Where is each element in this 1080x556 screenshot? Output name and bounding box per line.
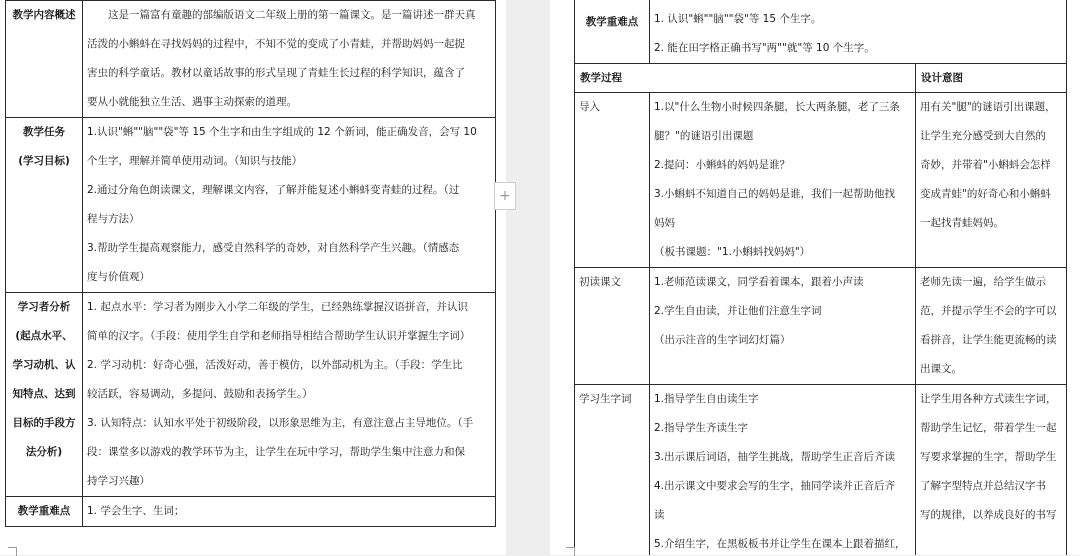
content-line: 要从小就能独立生活、遇事主动探索的道理。 — [87, 96, 297, 108]
step-intent-line: 出课文。 — [920, 363, 962, 375]
step-name: 学习生字词 — [579, 393, 632, 405]
row-content-cell — [83, 118, 496, 293]
step-intent-line: 写要求掌握的生字，帮助学生 — [920, 451, 1057, 463]
row-heading-cell — [6, 118, 83, 293]
row-heading-text: 教学重难点 — [17, 505, 71, 517]
step-activity-line: （出示注音的生字词幻灯篇） — [654, 334, 791, 346]
difficulty-line: 1. 认识"蝌""脑""袋"等 15 个生字。 — [654, 13, 822, 25]
left-table-row — [6, 293, 496, 497]
step-intent-line: 让学生充分感受到大自然的 — [920, 130, 1046, 142]
left-table-row — [6, 118, 496, 293]
step-name: 导入 — [579, 101, 600, 113]
left-table-row — [6, 497, 496, 527]
process-step-row — [575, 268, 1067, 385]
content-line: 1. 起点水平：学习者为刚步入小学二年级的学生，已经熟练掌握汉语拼音，并认识 — [87, 301, 468, 313]
content-line: 程与方法） — [87, 213, 140, 225]
content-line: 持学习兴趣） — [87, 475, 150, 487]
content-line: 这是一篇富有童趣的部编版语文二年级上册的第一篇课文。是一篇讲述一群天真 — [108, 9, 476, 21]
step-activity-line: 读 — [654, 509, 665, 521]
content-line: 个生字，理解并简单使用动词。（知识与技能） — [87, 155, 303, 167]
step-activity-line: 腿？"的谜语引出课题 — [654, 130, 754, 142]
step-activity-line: 5.介绍生字，在黑板板书并让学生在课本上跟着描红， — [654, 538, 906, 550]
content-line: 害虫的科学童话。教材以童话故事的形式呈现了青蛙生长过程的科学知识，蕴含了 — [87, 67, 465, 79]
step-activity-line: 4.出示课文中要求会写的生字，抽同学读并正音后齐 — [654, 480, 896, 492]
difficulty-row — [575, 0, 1067, 64]
process-heading: 教学过程 — [580, 72, 622, 84]
process-step-row — [575, 385, 1067, 556]
step-activity-line: （板书课题："1.小蝌蚪找妈妈"） — [654, 246, 811, 258]
step-intent-line: 写的规律，以养成良好的书写 — [920, 509, 1057, 521]
content-line: 简单的汉字。（手段：使用学生自学和老师指导相结合帮助学生认识并掌握生字词） — [87, 330, 471, 342]
step-intent-line: 变成青蛙"的好奇心和小蝌蚪 — [920, 188, 1051, 200]
row-heading-text: 目标的手段方 — [12, 417, 76, 429]
row-heading-cell — [6, 497, 83, 527]
step-name: 初读课文 — [579, 276, 621, 288]
difficulty-line: 2. 能在田字格正确书写"两""就"等 10 个生字。 — [654, 42, 875, 54]
intent-heading: 设计意图 — [921, 72, 963, 84]
step-intent-line: 让学生用各种方式读生字词， — [920, 393, 1057, 405]
row-heading-text: (起点水平、 — [15, 330, 73, 342]
step-name-cell — [575, 385, 650, 556]
row-heading-text: (学习目标) — [18, 155, 70, 167]
lesson-plan-table-left — [5, 0, 496, 527]
row-heading-text: 法分析) — [25, 446, 63, 458]
row-heading-cell — [6, 1, 83, 118]
step-activity-line: 1.以"什么生物小时候四条腿，长大两条腿，老了三条 — [654, 101, 900, 113]
step-activity-line: 3.小蝌蚪不知道自己的妈妈是谁，我们一起帮助他找 — [654, 188, 896, 200]
content-line: 较活跃，容易调动，多提问、鼓励和表扬学生。） — [87, 388, 313, 400]
step-intent-line: 老师先读一遍，给学生做示 — [920, 276, 1046, 288]
step-activity-cell — [650, 385, 916, 556]
step-activity-cell — [650, 93, 916, 268]
content-line: 1.认识"蝌""脑""袋"等 15 个生字和由生字组成的 12 个新词，能正确发音，会写 10 — [87, 126, 477, 138]
step-intent-line: 一起找青蛙妈妈。 — [920, 217, 1004, 229]
step-intent-line: 帮助学生记忆，带着学生一起 — [920, 422, 1057, 434]
row-content-cell — [83, 293, 496, 497]
step-intent-line: 了解字型特点并总结汉字书 — [920, 480, 1046, 492]
step-intent-line: 范，并提示学生不会的字可以 — [920, 305, 1057, 317]
step-intent-cell — [916, 385, 1067, 556]
content-line: 3. 认知特点：认知水平处于初级阶段，以形象思维为主，有意注意占主导地位。（手 — [87, 417, 474, 429]
add-page-button[interactable]: + — [494, 182, 516, 210]
step-intent-cell — [916, 268, 1067, 385]
content-line: 段：课堂多以游戏的教学环节为主，让学生在玩中学习，帮助学生集中注意力和保 — [87, 446, 465, 458]
step-activity-line: 1.老师范读课文，同学看着课本，跟着小声读 — [654, 276, 864, 288]
step-name-cell — [575, 268, 650, 385]
step-intent-line: 奇妙，并带着"小蝌蚪会怎样 — [920, 159, 1051, 171]
step-activity-line: 2.学生自由读，并让他们注意生字词 — [654, 305, 822, 317]
row-heading-text: 学习者分析 — [17, 301, 71, 313]
content-line: 1. 学会生字、生词； — [87, 505, 185, 517]
left-table-row — [6, 1, 496, 118]
step-activity-line: 2.指导学生齐读生字 — [654, 422, 749, 434]
content-line: 活泼的小蝌蚪在寻找妈妈的过程中，不知不觉的变成了小青蛙，并帮助妈妈一起捉 — [87, 38, 465, 50]
row-heading-cell — [6, 293, 83, 497]
difficulty-heading: 教学重难点 — [585, 16, 639, 28]
content-line: 2. 学习动机：好奇心强，活泼好动，善于模仿，以外部动机为主。（手段：学生比 — [87, 359, 463, 371]
row-heading-text: 知特点、达到 — [12, 388, 76, 400]
step-activity-line: 1.指导学生自由读生字 — [654, 393, 759, 405]
step-intent-cell — [916, 93, 1067, 268]
row-content-cell — [83, 497, 496, 527]
left-page — [0, 0, 506, 555]
step-activity-line: 3.出示课后词语，抽学生挑战，帮助学生正音后齐读 — [654, 451, 896, 463]
row-heading-text: 教学任务 — [23, 126, 65, 138]
content-line: 2.通过分角色朗读课文，理解课文内容，了解并能复述小蝌蚪变青蛙的过程。（过 — [87, 184, 460, 196]
step-activity-line: 2.提问：小蝌蚪的妈妈是谁？ — [654, 159, 791, 171]
step-activity-line: 妈妈 — [654, 217, 675, 229]
process-step-row — [575, 93, 1067, 268]
step-name-cell — [575, 93, 650, 268]
row-heading-text: 学习动机、认 — [12, 359, 76, 371]
content-line: 3.帮助学生提高观察能力，感受自然科学的奇妙，对自然科学产生兴趣。（情感态 — [87, 242, 460, 254]
content-line: 度与价值观） — [87, 271, 150, 283]
row-heading-text: 教学内容概述 — [12, 9, 76, 21]
process-header-row — [575, 64, 1067, 93]
lesson-plan-table-right — [574, 0, 1067, 555]
step-intent-line: 看拼音，让学生能更流畅的读 — [920, 334, 1057, 346]
row-content-cell — [83, 1, 496, 118]
right-page — [550, 0, 1080, 555]
step-activity-cell — [650, 268, 916, 385]
step-intent-line: 用有关"腿"的谜语引出课题， — [920, 101, 1056, 113]
